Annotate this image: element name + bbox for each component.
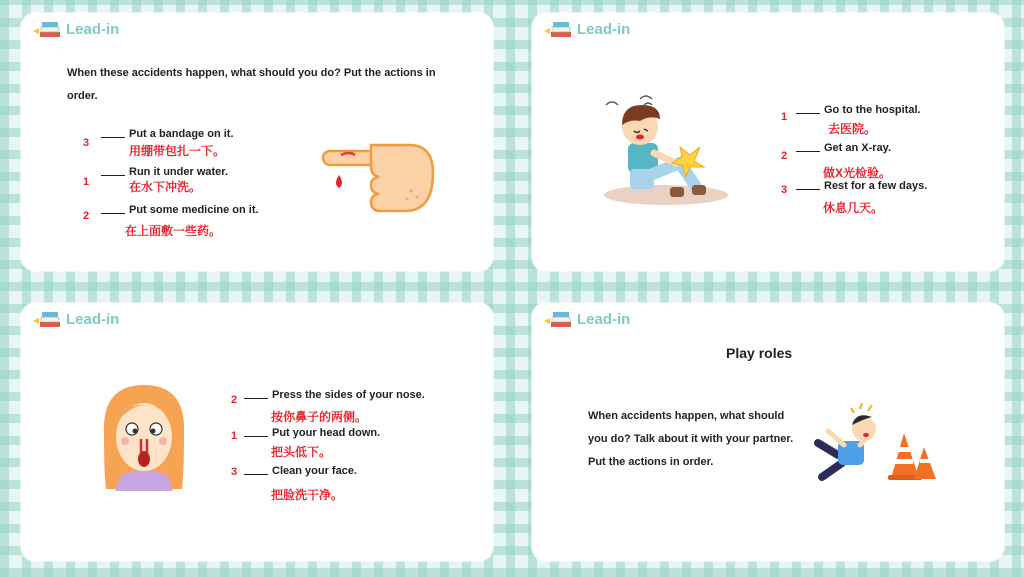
answer-number: 1 (781, 111, 788, 123)
answer-number: 1 (83, 176, 90, 188)
instruction-text: When these accidents happen, what should you do? Put the actions in order. (67, 67, 436, 102)
action-text: Put your head down. (244, 427, 380, 439)
nosebleed-girl-illustration (101, 383, 187, 493)
action-text: Rest for a few days. (796, 180, 927, 192)
panel-cut-finger (21, 13, 493, 271)
lead-in-label: Lead-in (66, 20, 120, 38)
books-icon (544, 19, 572, 39)
answer-number: 1 (231, 430, 238, 442)
answer-blank (101, 175, 125, 176)
lead-in-label: Lead-in (577, 20, 631, 38)
books-icon (33, 309, 61, 329)
action-translation: 用绷带包扎一下。 (129, 144, 226, 158)
answer-number: 3 (231, 466, 238, 478)
answer-blank (244, 398, 268, 399)
action-text: Get an X-ray. (796, 142, 891, 154)
tripping-boy-illustration (808, 403, 940, 485)
lead-in-header (544, 19, 630, 39)
lead-in-label: Lead-in (577, 310, 631, 328)
answer-blank (796, 151, 820, 152)
action-translation: 在水下冲洗。 (129, 180, 202, 194)
lead-in-header (33, 19, 119, 39)
cut-finger-illustration (321, 135, 441, 220)
instruction-text: When accidents happen, what should you do? Talk about it with your partner. Put the actions in order. (588, 410, 794, 468)
injured-boy-illustration (600, 95, 740, 211)
answer-blank (244, 436, 268, 437)
action-text: Clean your face. (244, 465, 357, 477)
action-translation: 休息几天。 (823, 201, 884, 215)
action-text: Go to the hospital. (796, 104, 921, 116)
lead-in-header (33, 309, 119, 329)
action-translation: 按你鼻子的两侧。 (271, 410, 368, 424)
panel-nosebleed (21, 303, 493, 561)
action-text: Run it under water. (101, 166, 228, 178)
action-translation: 在上面敷一些药。 (125, 224, 222, 238)
answer-blank (796, 189, 820, 190)
panel-play-roles (532, 303, 1004, 561)
lead-in-label: Lead-in (66, 310, 120, 328)
answer-number: 2 (781, 150, 788, 162)
answer-number: 3 (781, 184, 788, 196)
panel-hurt-leg (532, 13, 1004, 271)
action-text: Press the sides of your nose. (244, 389, 425, 401)
action-translation: 去医院。 (828, 122, 877, 136)
action-translation: 把脸洗干净。 (271, 488, 344, 502)
answer-blank (244, 474, 268, 475)
answer-blank (796, 113, 820, 114)
action-text: Put a bandage on it. (101, 128, 234, 140)
lead-in-header (544, 309, 630, 329)
action-text: Put some medicine on it. (101, 204, 259, 216)
action-translation: 做X光检验。 (823, 166, 892, 180)
books-icon (544, 309, 572, 329)
answer-number: 2 (231, 394, 238, 406)
action-translation: 把头低下。 (271, 445, 332, 459)
answer-number: 2 (83, 210, 90, 222)
books-icon (33, 19, 61, 39)
answer-blank (101, 137, 125, 138)
section-title: Play roles (726, 345, 793, 361)
answer-number: 3 (83, 137, 90, 149)
answer-blank (101, 213, 125, 214)
